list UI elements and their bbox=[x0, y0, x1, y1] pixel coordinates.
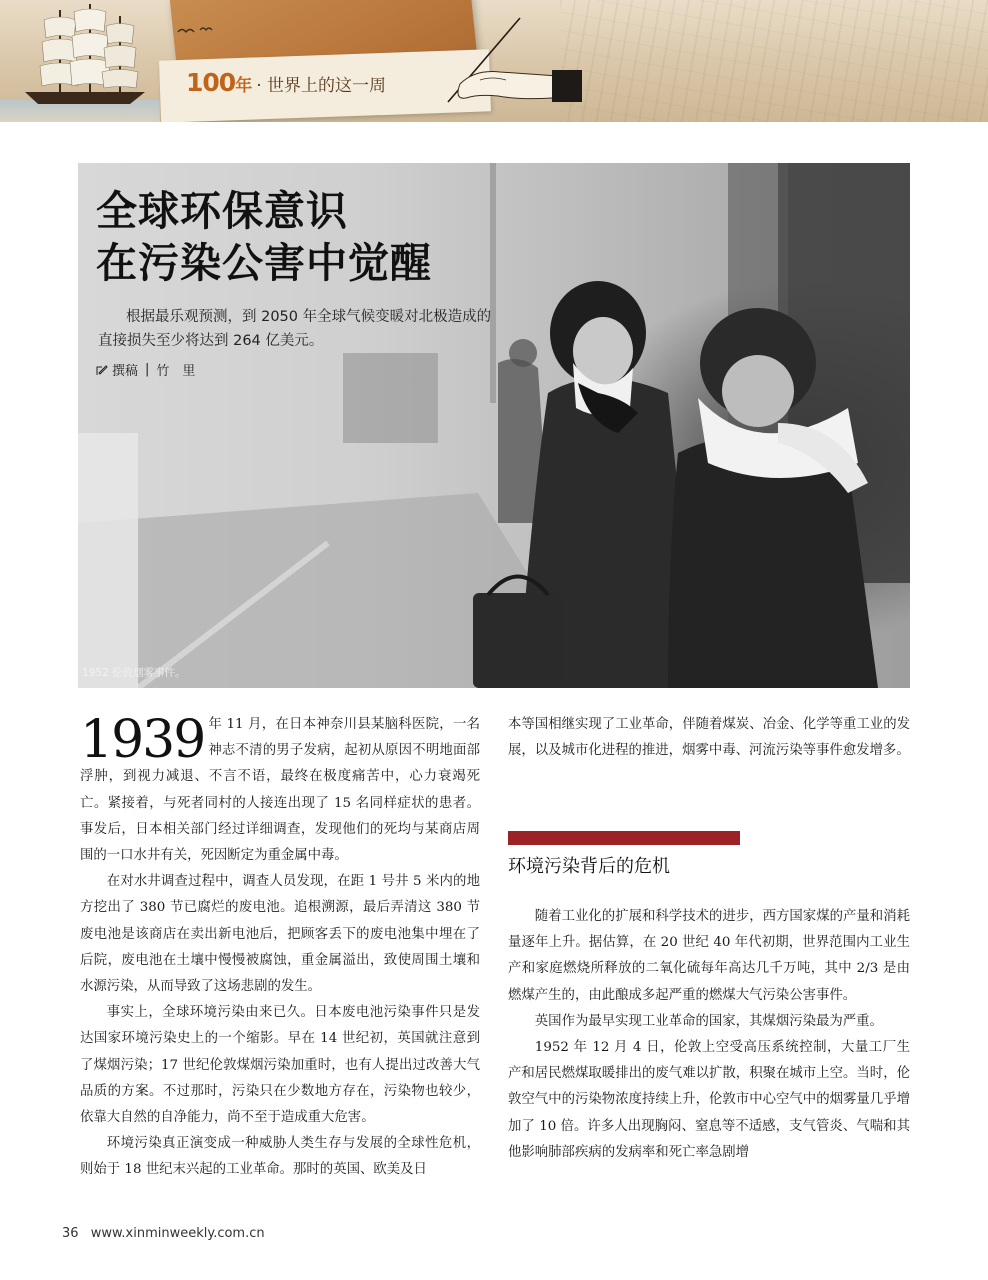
title-line-2: 在污染公害中觉醒 bbox=[96, 239, 432, 287]
birds-icon bbox=[176, 24, 216, 40]
header-banner bbox=[0, 0, 988, 122]
series-title bbox=[186, 68, 386, 97]
paragraph-6: 英国作为最早实现工业革命的国家，其煤烟污染最为严重。 bbox=[534, 1013, 883, 1029]
website-url[interactable]: www.xinminweekly.com.cn bbox=[90, 1226, 265, 1241]
map-texture bbox=[560, 0, 988, 122]
sailing-ship-icon bbox=[10, 0, 160, 112]
page-number: 36 bbox=[62, 1226, 79, 1241]
paragraph-4: 环境污染真正演变成一种威胁人类生存与发展的全球性危机，则始于 18 世纪末兴起的工业革命。那时的英国、欧美及日 bbox=[80, 1136, 480, 1178]
paragraph-3: 事实上，全球环境污染由来已久。日本废电池污染事件只是发达国家环境污染史上的一个缩影。早在 14 世纪初，英国就注意到了煤烟污染；17 世纪伦敦煤烟污染加重时，也有人提出过改善大气品质的方案。不过那时，污染只在少数地方存在，污染物也较少，依靠大自然的自净能力，尚不至于造成重大危害。 bbox=[80, 1005, 480, 1126]
pen-icon bbox=[96, 364, 108, 376]
article-lead: 根据最乐观预测，到 2050 年全球气候变暖对北极造成的直接损失至少将达到 264 亿美元。 bbox=[98, 309, 492, 349]
section-bar bbox=[508, 831, 740, 845]
right-column-section bbox=[508, 904, 910, 1166]
paragraph-5: 随着工业化的扩展和科学技术的进步，西方国家煤的产量和消耗量逐年上升。据估算，在 20 世纪 40 年代初期，世界范围内工业生产和家庭燃烧所释放的二氧化硫每年高达几千万吨，其中 2/3 是由燃煤产生的，由此酿成多起严重的燃煤大气污染公害事件。 bbox=[508, 909, 910, 1003]
title-line-1: 全球环保意识 bbox=[96, 187, 348, 235]
byline-author: 竹 里 bbox=[156, 364, 196, 379]
photo-caption: 1952 伦敦烟雾事件。 bbox=[82, 667, 186, 679]
left-column bbox=[80, 712, 480, 1184]
paragraph-7: 1952 年 12 月 4 日，伦敦上空受高压系统控制，大量工厂生产和居民燃煤取暖排出的废气难以扩散，积聚在城市上空。当时，伦敦空气中的污染物浓度持续上升，伦敦市中心空气中的烟雾量几乎增加了 10 倍。许多人出现胸闷、窒息等不适感，支气管炎、气喘和其他影响肺部疾病的发病率和死亡率急剧增 bbox=[508, 1040, 910, 1160]
byline bbox=[96, 360, 195, 379]
series-number: 100 bbox=[186, 68, 236, 97]
series-unit: 年 bbox=[235, 76, 253, 96]
right-column-top bbox=[508, 712, 910, 764]
paragraph-1 bbox=[80, 712, 480, 869]
byline-label: 撰稿 bbox=[112, 364, 139, 379]
article-title bbox=[96, 185, 432, 289]
paragraph-1-text: 年 11 月，在日本神奈川县某脑科医院，一名神志不清的男子发病，起初从原因不明地面部浮肿，到视力减退、不言不语，最终在极度痛苦中，心力衰竭死亡。紧接着，与死者同村的人接连出现了 15 名同样症状的患者。事发后，日本相关部门经过详细调查，发现他们的死均与某商店周围的一口水井有关，死因断定为重金属中毒。 bbox=[80, 717, 480, 864]
dropcap-year: 1939 bbox=[80, 710, 205, 770]
paragraph-2: 在对水井调查过程中，调查人员发现，在距 1 号井 5 米内的地方挖出了 380 节已腐烂的废电池。追根溯源，最后弄清这 380 节废电池是该商店在卖出新电池后，把顾客丢下的废电池集中埋在了后院，废电池在土壤中慢慢被腐蚀，重金属溢出，致使周围土壤和水源污染，从而导致了这场悲剧的发生。 bbox=[80, 874, 480, 995]
paragraph-continued: 本等国相继实现了工业革命，伴随着煤炭、冶金、化学等重工业的发展，以及城市化进程的推进，烟雾中毒、河流污染等事件愈发增多。 bbox=[508, 717, 910, 759]
byline-separator: | bbox=[145, 362, 150, 377]
writing-hand-icon bbox=[440, 14, 590, 114]
series-subtitle: · 世界上的这一周 bbox=[256, 76, 386, 96]
page-footer bbox=[62, 1226, 265, 1241]
hero-photo bbox=[78, 163, 910, 688]
section-heading: 环境污染背后的危机 bbox=[508, 856, 670, 877]
